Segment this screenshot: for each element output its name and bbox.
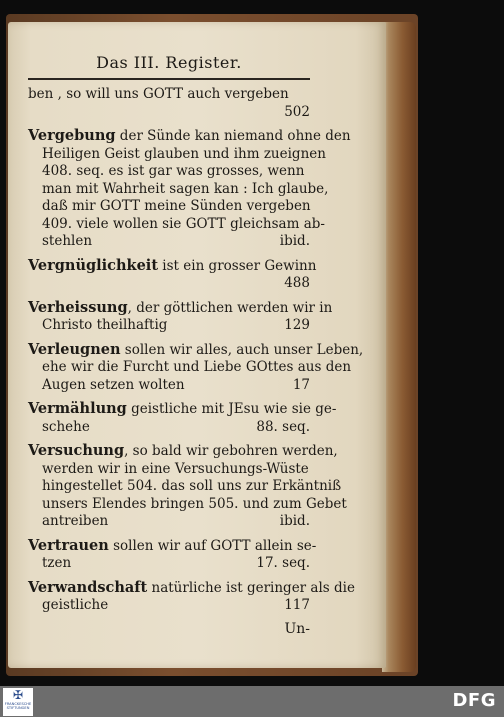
page-reference: 129 xyxy=(284,317,310,333)
dfg-logo[interactable]: DFG xyxy=(452,690,496,711)
entry-line xyxy=(28,555,310,573)
entry-line: Heiligen Geist glauben und ihm zueignen xyxy=(42,145,326,162)
register-entry xyxy=(28,256,317,293)
book-edge xyxy=(382,22,416,672)
register-entry xyxy=(28,86,310,121)
page-reference: 17. seq. xyxy=(256,555,310,571)
entry-line: ben , so will uns GOTT auch vergeben xyxy=(28,86,289,102)
register-entry xyxy=(28,536,317,573)
viewer-footer-bar xyxy=(0,686,504,717)
entry-line: Vergnüglichkeit ist ein grosser Gewinn xyxy=(28,256,317,274)
register-entries xyxy=(28,86,364,615)
entry-line: Verleugnen sollen wir alles, auch unser Leben, xyxy=(28,340,364,358)
page-reference: 488 xyxy=(284,275,310,291)
entry-line: hingestellet 504. das soll uns zur Erkäntniß xyxy=(42,478,342,494)
entry-line xyxy=(28,419,310,437)
entry-text: schehe xyxy=(42,418,90,435)
entry-text: geistliche xyxy=(42,597,109,613)
entry-line: man mit Wahrheit sagen kan : Ich glaube, xyxy=(42,180,329,197)
entry-headword: Verwandschaft xyxy=(28,578,148,596)
register-entry xyxy=(28,127,351,251)
register-entry xyxy=(28,400,337,436)
entry-text: stehlen xyxy=(42,233,93,249)
register-entry xyxy=(28,442,347,531)
entry-text: Christo theilhaftig xyxy=(42,317,168,333)
entry-line xyxy=(28,317,310,335)
entry-headword: Vermählung xyxy=(28,400,127,417)
entry-headword: Verheissung xyxy=(28,298,128,316)
entry-line: Versuchung, so bald wir gebohren werden, xyxy=(28,442,338,459)
entry-line: daß mir GOTT meine Sünden vergeben xyxy=(42,198,311,214)
entry-line xyxy=(28,233,310,251)
register-entry xyxy=(28,578,355,615)
register-entry xyxy=(28,340,364,395)
entry-headword: Versuchung xyxy=(28,442,125,459)
entry-headword: Vergebung xyxy=(28,127,116,144)
page-reference: 117 xyxy=(284,597,310,613)
entry-line: 408. seq. es ist gar was grosses, wenn xyxy=(42,163,305,179)
catchword: Un- xyxy=(284,620,310,637)
entry-headword: Vertrauen xyxy=(28,536,109,554)
entry-text: tzen xyxy=(42,555,72,571)
franckesche-stiftungen-logo[interactable] xyxy=(3,688,33,716)
page-reference: 88. seq. xyxy=(256,418,310,435)
page-reference: 17 xyxy=(292,376,310,393)
entry-line: ehe wir die Furcht und Liebe GOttes aus den xyxy=(42,359,352,375)
entry-headword: Verleugnen xyxy=(28,340,121,358)
entry-line: Vermählung geistliche mit JEsu wie sie ge- xyxy=(28,400,337,417)
entry-line xyxy=(28,597,310,615)
entry-line: Verheissung, der göttlichen werden wir in xyxy=(28,298,333,316)
header-rule xyxy=(28,78,310,80)
entry-line: 409. viele wollen sie GOTT gleichsam ab- xyxy=(42,215,325,232)
foundation-logo-text: FRANCKESCHE STIFTUNGEN xyxy=(4,702,32,710)
entry-line: Verwandschaft natürliche ist geringer als die xyxy=(28,578,355,596)
page-content xyxy=(28,52,364,638)
entry-line: werden wir in eine Versuchungs-Wüste xyxy=(42,460,309,477)
entry-headword: Vergnüglichkeit xyxy=(28,256,159,274)
entry-line xyxy=(28,377,310,395)
entry-line: Vergebung der Sünde kan niemand ohne den xyxy=(28,127,351,144)
page-reference: ibid. xyxy=(279,233,310,249)
entry-line: unsers Elendes bringen 505. und zum Gebet xyxy=(42,495,347,512)
foundation-logo-icon: ✠ xyxy=(12,688,24,702)
entry-text: Augen setzen wolten xyxy=(42,376,185,393)
entry-text: antreiben xyxy=(42,513,109,529)
register-entry xyxy=(28,298,333,335)
entry-line: Vertrauen sollen wir auf GOTT allein se- xyxy=(28,536,317,554)
page-reference: 502 xyxy=(284,103,310,120)
entry-line xyxy=(28,513,310,531)
page-reference: ibid. xyxy=(279,513,310,529)
book-page xyxy=(8,22,386,668)
page-header: Das III. Register. xyxy=(96,53,242,72)
